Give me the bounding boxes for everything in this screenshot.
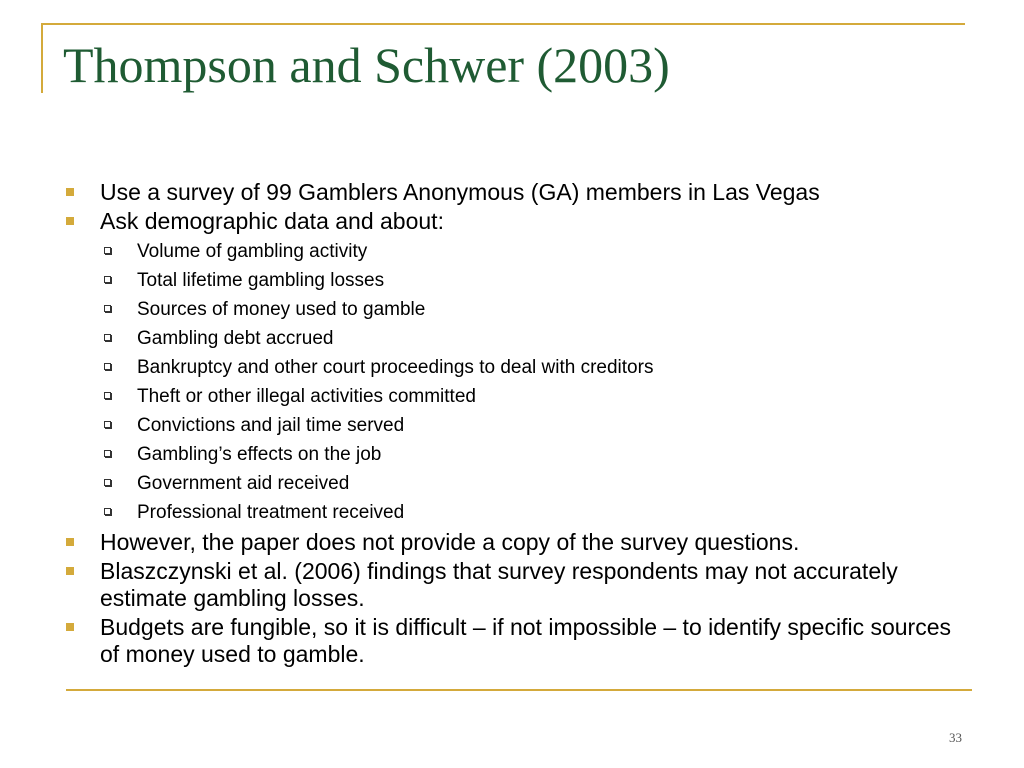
- sub-bullet-text: Volume of gambling activity: [137, 241, 368, 262]
- square-bullet-icon: [66, 188, 74, 196]
- bullet-text: Budgets are fungible, so it is difficult – if not impossible – to identify specific sources of money used to gamble.: [100, 614, 952, 667]
- bullet-item: [0, 614, 1024, 668]
- sub-bullet-item: [0, 440, 964, 469]
- sub-bullet-text: Government aid received: [137, 473, 350, 494]
- sub-bullet-text: Bankruptcy and other court proceedings to deal with creditors: [137, 357, 654, 378]
- bullet-item: [0, 179, 1024, 206]
- sub-bullet-text: Gambling debt accrued: [137, 328, 334, 349]
- sub-bullet-item: [0, 382, 964, 411]
- bullet-text: However, the paper does not provide a copy of the survey questions.: [100, 529, 800, 555]
- hollow-square-bullet-icon: [104, 276, 111, 283]
- sub-bullet-item: [0, 353, 964, 382]
- sub-bullet-item: [0, 498, 964, 527]
- sub-bullet-text: Theft or other illegal activities committed: [137, 386, 476, 407]
- bullet-text: Ask demographic data and about:: [100, 208, 444, 234]
- sub-bullet-text: Total lifetime gambling losses: [137, 270, 385, 291]
- slide-title: Thompson and Schwer (2003): [63, 37, 670, 93]
- frame-left-rule: [41, 23, 43, 93]
- sub-bullet-item: [0, 324, 964, 353]
- sub-bullet-list: [100, 237, 964, 527]
- hollow-square-bullet-icon: [104, 363, 111, 370]
- frame-top-rule: [41, 23, 965, 25]
- square-bullet-icon: [66, 567, 74, 575]
- bullet-text: Blaszczynski et al. (2006) findings that survey respondents may not accurately estimate gambling losses.: [100, 558, 898, 611]
- sub-bullet-item: [0, 237, 964, 266]
- hollow-square-bullet-icon: [104, 450, 111, 457]
- hollow-square-bullet-icon: [104, 334, 111, 341]
- bullet-item: [0, 558, 1024, 612]
- sub-bullet-item: [0, 469, 964, 498]
- sub-bullet-item: [0, 295, 964, 324]
- sub-bullet-text: Convictions and jail time served: [137, 415, 405, 436]
- sub-bullet-text: Professional treatment received: [137, 502, 405, 523]
- hollow-square-bullet-icon: [104, 508, 111, 515]
- hollow-square-bullet-icon: [104, 305, 111, 312]
- bullet-text: Use a survey of 99 Gamblers Anonymous (GA) members in Las Vegas: [100, 179, 820, 205]
- square-bullet-icon: [66, 217, 74, 225]
- hollow-square-bullet-icon: [104, 247, 111, 254]
- sub-bullet-text: Gambling’s effects on the job: [137, 444, 382, 465]
- sub-bullet-item: [0, 266, 964, 295]
- square-bullet-icon: [66, 623, 74, 631]
- footer-rule: [66, 689, 972, 691]
- hollow-square-bullet-icon: [104, 421, 111, 428]
- page-number: 33: [949, 730, 962, 745]
- hollow-square-bullet-icon: [104, 479, 111, 486]
- bullet-item: [0, 529, 1024, 556]
- hollow-square-bullet-icon: [104, 392, 111, 399]
- sub-bullet-item: [0, 411, 964, 440]
- bullet-item: [0, 208, 1024, 527]
- square-bullet-icon: [66, 538, 74, 546]
- sub-bullet-text: Sources of money used to gamble: [137, 299, 426, 320]
- bullet-list: [0, 179, 1024, 670]
